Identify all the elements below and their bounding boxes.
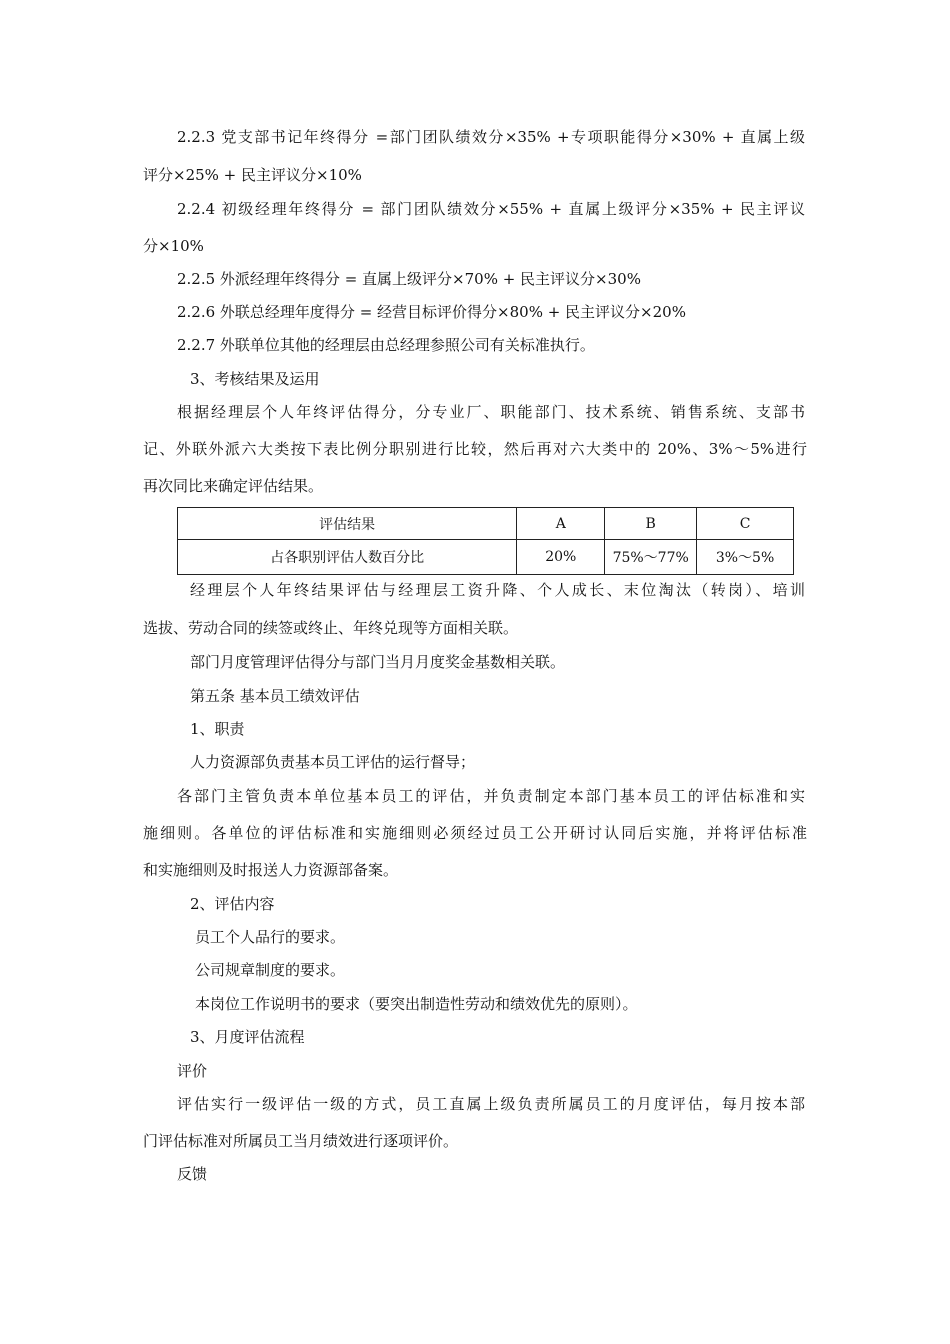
paragraph-line: 选拔、劳动合同的续签或终止、年终兑现等方面相关联。 [143,619,519,637]
table-cell: 75%～77% [605,540,697,575]
paragraph-line: 再次同比来确定评估结果。 [143,477,324,495]
table-cell: 3%～5% [697,540,794,575]
paragraph-line: 公司规章制度的要求。 [195,961,346,979]
table-cell: 占各职别评估人数百分比 [178,540,517,575]
section-heading: 3、月度评估流程 [190,1028,305,1046]
paragraph-line: 和实施细则及时报送人力资源部备案。 [143,861,399,879]
table-cell: A [517,508,605,540]
paragraph-line: 经理层个人年终结果评估与经理层工资升降、个人成长、末位淘汰（转岗）、培训 [190,581,805,599]
paragraph-line: 2.2.5 外派经理年终得分 = 直属上级评分×70% + 民主评议分×30% [177,270,641,288]
paragraph-line: 门评估标准对所属员工当月绩效进行逐项评价。 [143,1132,459,1150]
paragraph-line: 2.2.4 初级经理年终得分 = 部门团队绩效分×55% + 直属上级评分×35% + 民主评议 [177,200,805,218]
subsection-heading: 评价 [177,1062,208,1080]
paragraph-line: 评估实行一级评估一级的方式，员工直属上级负责所属员工的月度评估，每月按本部 [177,1095,805,1113]
paragraph-line: 评分×25% + 民主评议分×10% [143,166,362,184]
section-heading: 2、评估内容 [190,895,275,913]
section-heading: 3、考核结果及运用 [190,370,320,388]
paragraph-line: 部门月度管理评估得分与部门当月月度奖金基数相关联。 [190,653,566,671]
section-heading: 1、职责 [190,720,245,738]
paragraph-line: 2.2.7 外联单位其他的经理层由总经理参照公司有关标准执行。 [177,336,595,354]
evaluation-result-table [177,507,794,575]
subsection-heading: 反馈 [177,1165,208,1183]
article-heading: 第五条 基本员工绩效评估 [190,687,360,705]
paragraph-line: 记、外联外派六大类按下表比例分职别进行比较，然后再对六大类中的 20%、3%～5%进行 [143,440,807,458]
paragraph-line: 本岗位工作说明书的要求（要突出制造性劳动和绩效优先的原则）。 [195,995,638,1013]
table-cell: B [605,508,697,540]
paragraph-line: 2.2.6 外联总经理年度得分 = 经营目标评价得分×80% + 民主评议分×20% [177,303,686,321]
paragraph-line: 施细则。各单位的评估标准和实施细则必须经过员工公开研讨认同后实施，并将评估标准 [143,824,807,842]
paragraph-line: 各部门主管负责本单位基本员工的评估，并负责制定本部门基本员工的评估标准和实 [177,787,805,805]
table-cell: C [697,508,794,540]
table-cell: 20% [517,540,605,575]
paragraph-line: 分×10% [143,237,204,255]
table-header-row [178,508,794,540]
paragraph-line: 根据经理层个人年终评估得分，分专业厂、职能部门、技术系统、销售系统、支部书 [177,403,805,421]
paragraph-line: 人力资源部负责基本员工评估的运行督导； [190,753,476,771]
table-cell: 评估结果 [178,508,517,540]
paragraph-line: 2.2.3 党支部书记年终得分 =部门团队绩效分×35% +专项职能得分×30% + 直属上级 [177,128,805,146]
table-row [178,540,794,575]
paragraph-line: 员工个人品行的要求。 [195,928,346,946]
